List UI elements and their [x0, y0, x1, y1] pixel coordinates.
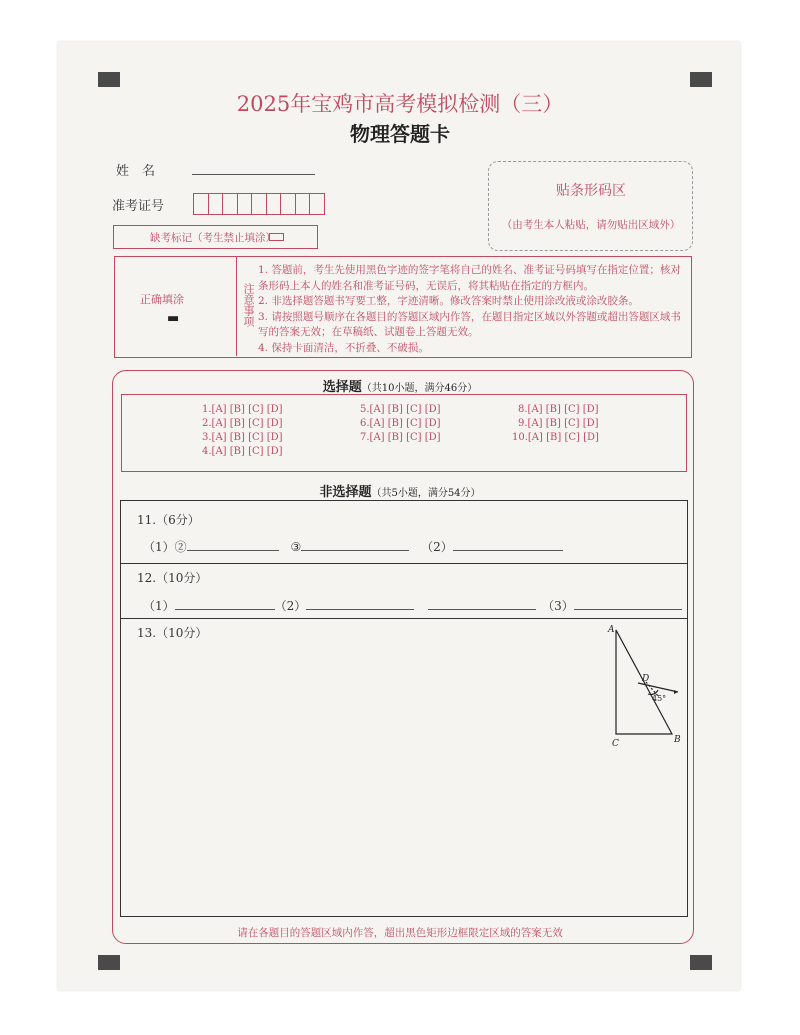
barcode-title: 贴条形码区 — [556, 183, 626, 199]
notes-item: 1. 答题前，考生先使用黑色字迹的签字笔将自己的姓名、准考证号码填写在指定位置；核对条形码上本人的姓名和准考证号码，无误后，将其粘贴在指定的方框内。 — [258, 264, 681, 292]
q12-part3-label: （3） — [542, 599, 574, 613]
q11-part1-label: （1）② — [143, 540, 187, 554]
ray-arrow — [674, 690, 678, 694]
q12-part1-label: （1） — [143, 599, 175, 613]
label-b: B — [674, 735, 681, 745]
notes-item: 4. 保持卡面清洁，不折叠、不破损。 — [258, 341, 429, 354]
q12-blank-4[interactable] — [574, 597, 682, 610]
barcode-area — [488, 161, 693, 251]
notes-heading: 注意事项 — [242, 283, 255, 327]
q11-blank-1[interactable] — [187, 538, 279, 551]
q12-label: 12.（10分） — [137, 571, 208, 585]
footer-warning: 请在各题目的答题区域内作答，超出黑色矩形边框限定区域的答案无效 — [237, 927, 563, 939]
q11-part3-label: （2） — [421, 540, 453, 554]
q13-figure — [600, 620, 690, 750]
barcode-note: （由考生本人粘贴，请勿贴出区域外） — [501, 219, 681, 231]
choice-section-heading — [0, 376, 800, 395]
corner-mark-bottom-right — [690, 955, 712, 970]
instructions-divider — [236, 256, 237, 356]
notes-list — [258, 263, 686, 356]
angle-label: 45° — [652, 694, 667, 703]
absent-checkbox[interactable] — [269, 233, 284, 241]
absent-label: 缺考标记（考生禁止填涂） — [150, 232, 276, 244]
nonchoice-section-title: 非选择题 — [319, 485, 372, 500]
choice-question[interactable]: 6.[A] [B] [C] [D] — [360, 418, 441, 429]
choice-question[interactable]: 8.[A] [B] [C] [D] — [518, 404, 599, 415]
label-c: C — [612, 739, 619, 749]
id-label: 准考证号 — [112, 199, 165, 214]
q12-blank-1[interactable] — [175, 597, 275, 610]
q11-part2-label: ③ — [290, 540, 302, 554]
corner-mark-top-right — [690, 72, 712, 87]
q12-blank-2[interactable] — [306, 597, 414, 610]
corner-mark-top-left — [98, 72, 120, 87]
name-label: 姓 名 — [116, 164, 156, 179]
label-d: D — [642, 674, 650, 684]
q11-label: 11.（6分） — [137, 513, 200, 527]
q11-blank-2[interactable] — [301, 538, 409, 551]
choice-question[interactable]: 1.[A] [B] [C] [D] — [202, 404, 283, 415]
label-a: A — [608, 625, 615, 635]
sheet-subtitle: 物理答题卡 — [350, 122, 450, 146]
exam-title: 2025年宝鸡市高考模拟检测（三） — [236, 92, 564, 116]
nonchoice-section-info: （共5小题，满分54分） — [371, 488, 481, 499]
choice-question[interactable]: 9.[A] [B] [C] [D] — [518, 418, 599, 429]
choice-question[interactable]: 10.[A] [B] [C] [D] — [512, 432, 599, 443]
q11-blanks — [143, 538, 563, 555]
choice-question[interactable]: 3.[A] [B] [C] [D] — [202, 432, 283, 443]
name-input-line[interactable] — [192, 174, 315, 175]
fill-example-label: 正确填涂 — [140, 293, 184, 306]
q12-blanks — [143, 597, 682, 614]
corner-mark-bottom-left — [98, 955, 120, 970]
q12-blank-3[interactable] — [428, 597, 536, 610]
q12-part2-label: （2） — [274, 599, 307, 613]
fill-example-sample: ▬ — [167, 311, 180, 326]
choice-question[interactable]: 2.[A] [B] [C] [D] — [202, 418, 283, 429]
choice-question[interactable]: 4.[A] [B] [C] [D] — [202, 446, 283, 457]
notes-item: 2. 非选择题答题书写要工整，字迹清晰。修改答案时禁止使用涂改液或涂改胶条。 — [258, 295, 639, 307]
nonchoice-section-heading — [0, 481, 800, 500]
choice-section-info: （共10小题，满分46分） — [361, 383, 478, 394]
q11-blank-3[interactable] — [453, 538, 563, 551]
id-number-boxes[interactable] — [193, 193, 324, 215]
q13-label: 13.（10分） — [137, 626, 208, 640]
choice-section-title: 选择题 — [322, 380, 362, 395]
notes-item: 3. 请按照题号顺序在各题目的答题区域内作答，在题目指定区域以外答题或超出答题区域书写的答案无效；在草稿纸、试题卷上答题无效。 — [258, 310, 681, 338]
choice-question[interactable]: 5.[A] [B] [C] [D] — [360, 404, 441, 415]
choice-question[interactable]: 7.[A] [B] [C] [D] — [360, 432, 441, 443]
